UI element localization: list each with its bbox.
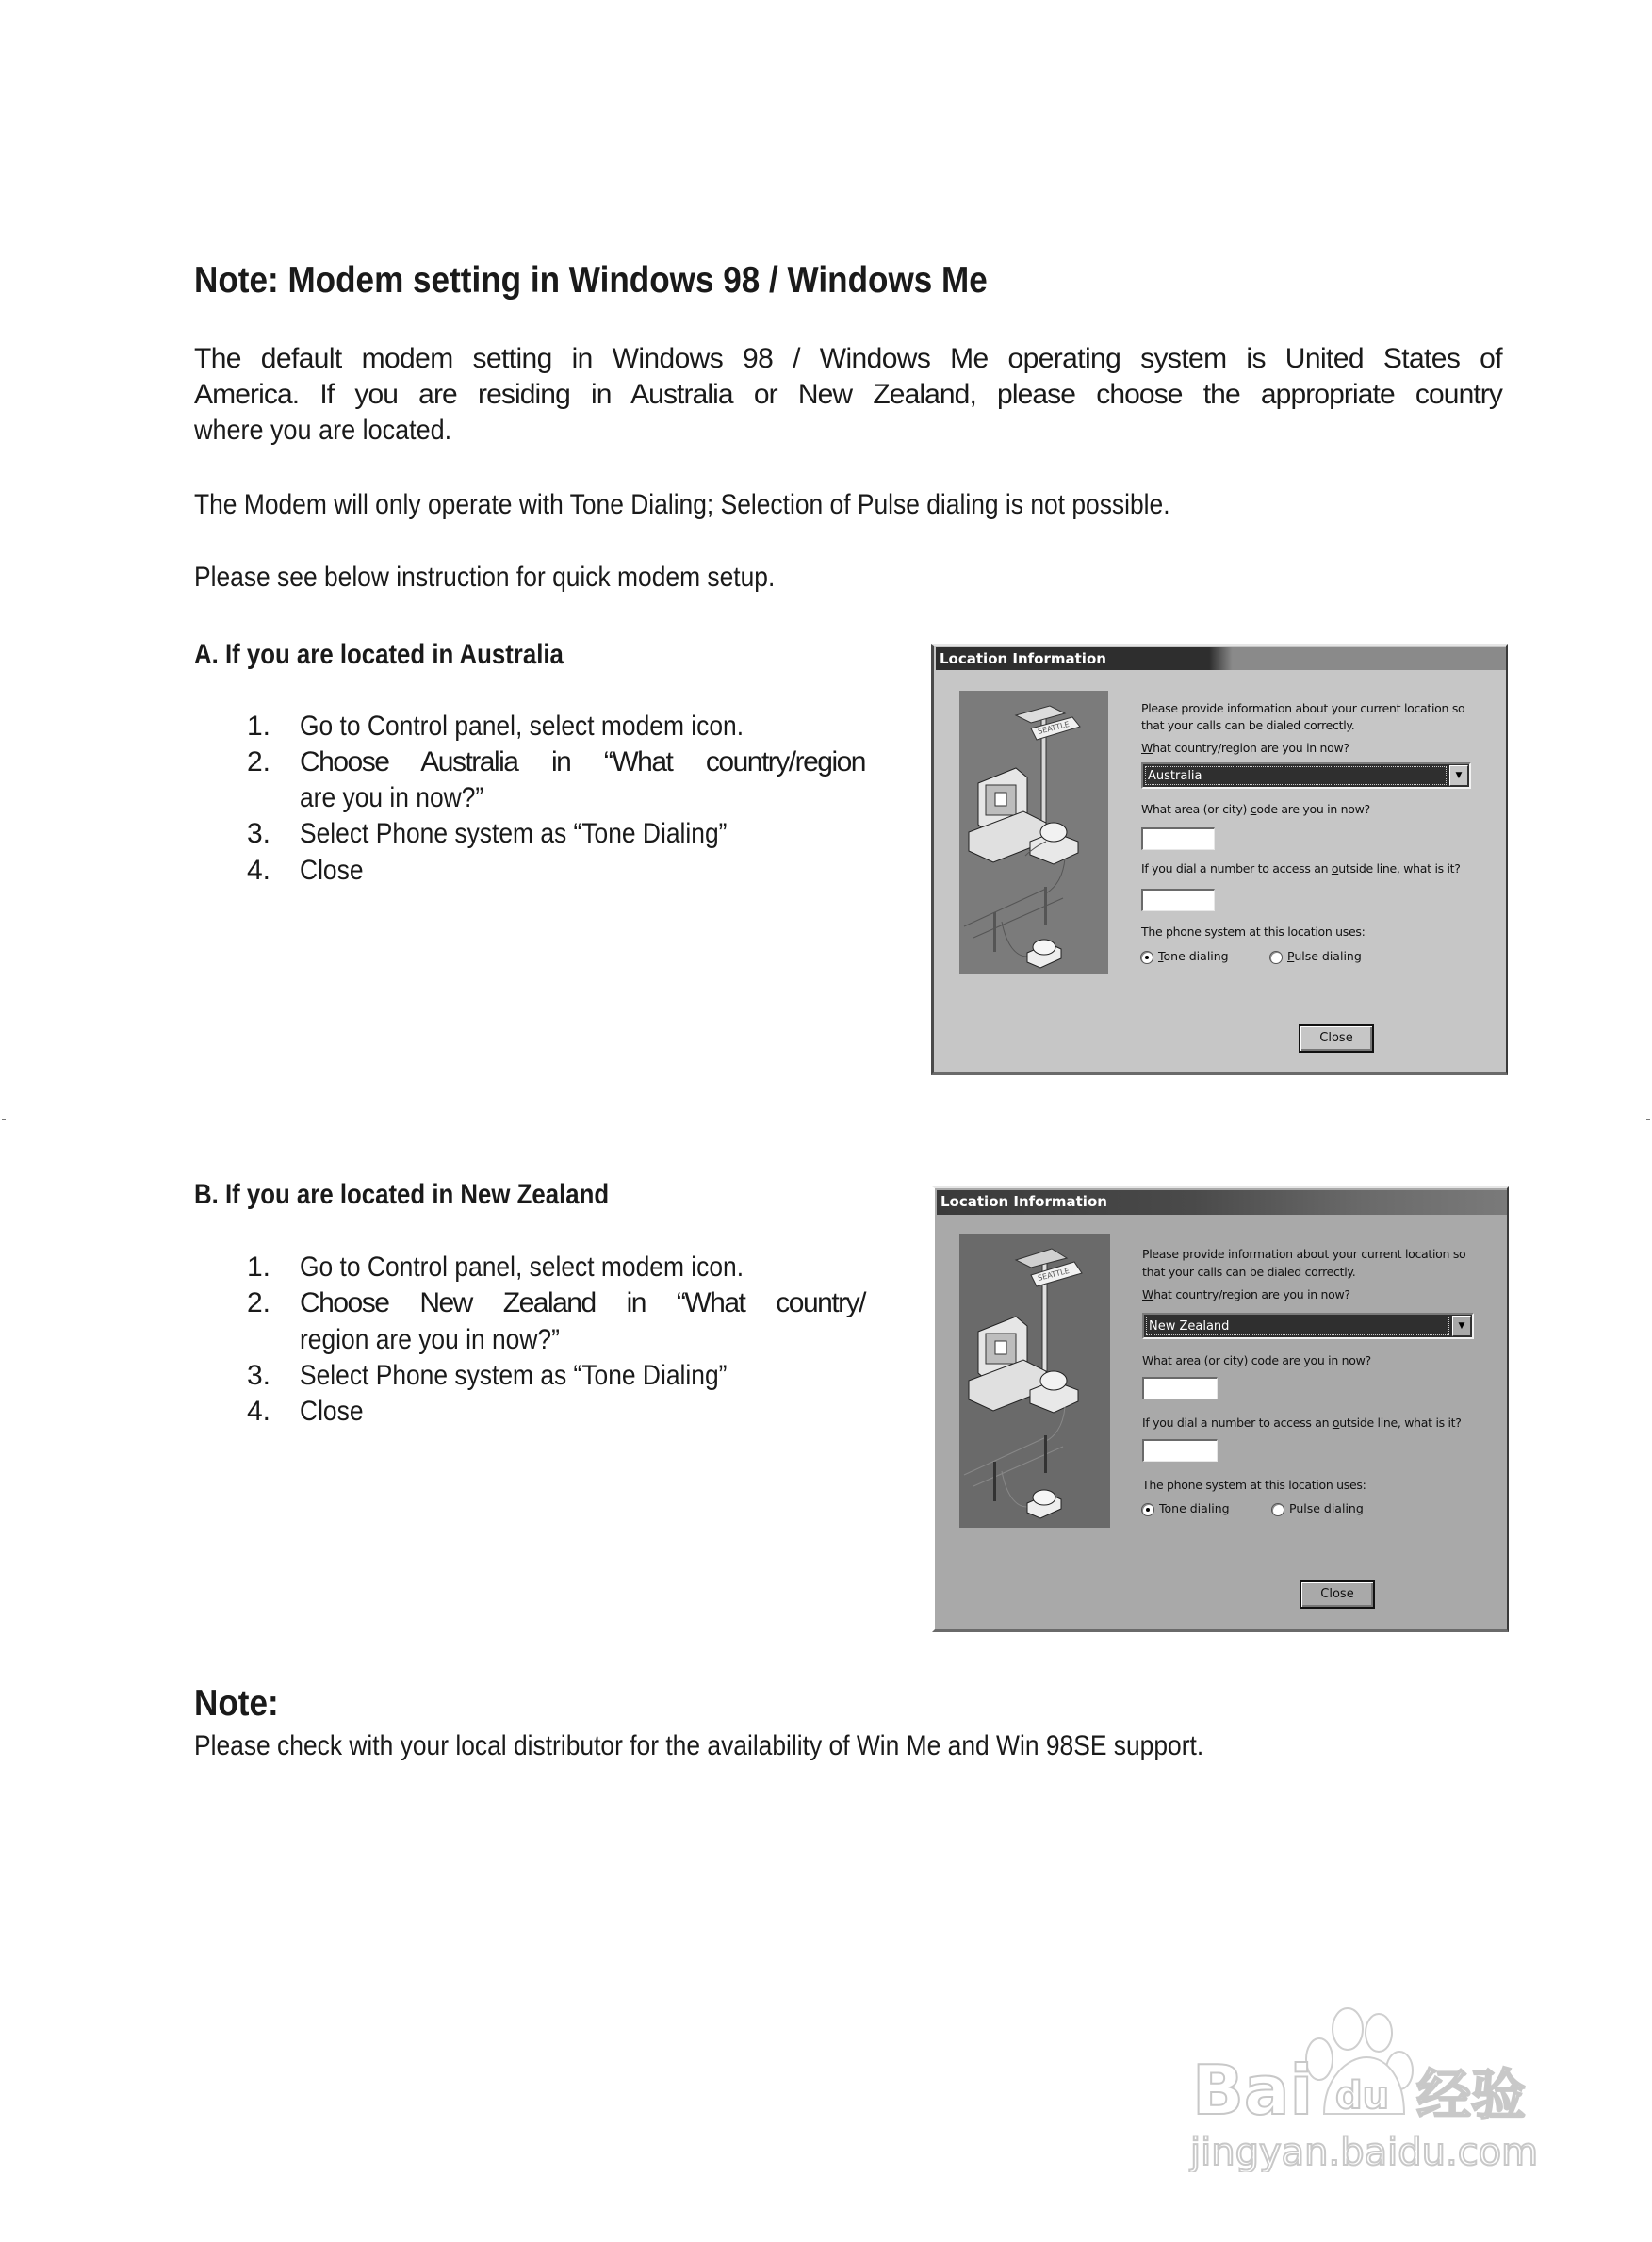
area-code-label-pre: What area (or city) [1141, 802, 1251, 816]
see-below-note-text: Please see below instruction for quick modem setup. [194, 562, 776, 593]
dialog-intro-line-2: that your calls can be dialed correctly. [1141, 718, 1355, 732]
step-text-line: Close [300, 1396, 364, 1427]
chevron-down-icon[interactable]: ▼ [1452, 1316, 1471, 1336]
location-illustration [959, 691, 1108, 974]
seattle-sign-text: SEATTLE [1037, 719, 1071, 736]
pulse-dialing-accel: P [1287, 949, 1295, 963]
phone-system-label: The phone system at this location uses: [1141, 925, 1366, 939]
country-label-accel: W [1142, 1287, 1154, 1301]
step-text-line: Close [300, 855, 364, 886]
dialog-intro-line-1: Please provide information about your current location so [1142, 1247, 1466, 1261]
tone-dialing-label[interactable] [1158, 949, 1229, 963]
outside-line-label [1142, 1416, 1462, 1430]
country-dropdown[interactable] [1141, 762, 1471, 789]
dialog-title: Location Information [940, 650, 1106, 667]
chevron-down-icon[interactable]: ▼ [1449, 765, 1468, 786]
dialog-title: Location Information [940, 1193, 1107, 1210]
close-button[interactable]: Close [1299, 1024, 1374, 1053]
step-text [300, 1358, 785, 1394]
dialog-intro-line-2: that your calls can be dialed correctly. [1142, 1265, 1356, 1279]
page-title-text: Note: Modem setting in Windows 98 / Windows Me [194, 260, 988, 301]
area-code-label-accel: c [1251, 1353, 1258, 1367]
baidu-paw-logo-icon [1173, 2003, 1550, 2172]
intro-line-3-text: where you are located. [194, 415, 452, 446]
outside-line-label [1141, 861, 1461, 876]
outside-line-input[interactable] [1142, 1439, 1218, 1462]
step-number: 3. [247, 818, 271, 849]
baidu-jingyan-watermark [1173, 2003, 1550, 2172]
step-text-line: Select Phone system as “Tone Dialing” [300, 1360, 728, 1391]
dialog-intro-line-1: Please provide information about your current location so [1141, 701, 1465, 715]
intro-line-1 [194, 341, 1502, 377]
intro-line-3 [194, 413, 481, 449]
crop-mark-left [2, 1119, 6, 1120]
step-number: 2. [247, 1287, 271, 1318]
watermark-brand-cn: 经验 [1416, 2063, 1527, 2127]
close-button[interactable]: Close [1300, 1580, 1375, 1609]
country-label-rest: hat country/region are you in now? [1153, 1287, 1350, 1301]
country-dropdown[interactable] [1142, 1313, 1474, 1339]
watermark-brand-paw: du [1335, 2074, 1390, 2118]
step-number: 3. [247, 1360, 271, 1391]
country-label-rest: hat country/region are you in now? [1153, 741, 1349, 755]
pulse-dialing-radio[interactable] [1269, 951, 1283, 964]
tone-dialing-note-text: The Modem will only operate with Tone Dialing; Selection of Pulse dialing is not possible. [194, 489, 1170, 520]
step-text [300, 853, 372, 889]
tone-dialing-label[interactable] [1159, 1501, 1230, 1515]
step-number: 2. [247, 746, 271, 777]
phone-system-label: The phone system at this location uses: [1142, 1478, 1366, 1492]
seattle-sign-text: SEATTLE [1037, 1266, 1071, 1283]
area-code-input[interactable] [1141, 827, 1215, 850]
area-code-label [1141, 802, 1370, 816]
step-text-continued [300, 780, 509, 816]
section-a-heading [194, 637, 624, 673]
tone-dialing-accel: T [1159, 1501, 1165, 1515]
watermark-brand: Bai [1192, 2051, 1314, 2130]
step-text-line: are you in now?” [300, 782, 484, 813]
step-text-line: region are you in now?” [300, 1324, 560, 1355]
country-dropdown-value: Australia [1145, 766, 1447, 785]
section-b-heading-text: B. If you are located in New Zealand [194, 1179, 610, 1210]
tone-dialing-note [194, 487, 1303, 523]
location-illustration [959, 1234, 1110, 1528]
step-text [300, 816, 785, 852]
area-code-label-post: ode are you in now? [1257, 1353, 1371, 1367]
area-code-label-pre: What area (or city) [1142, 1353, 1251, 1367]
step-number: 1. [247, 711, 271, 742]
outside-line-input[interactable] [1141, 889, 1215, 911]
step-number: 1. [247, 1252, 271, 1283]
pulse-dialing-rest: ulse dialing [1294, 949, 1362, 963]
footer-note-heading-text: Note: [194, 1683, 279, 1724]
tone-dialing-radio[interactable] [1140, 951, 1153, 964]
pulse-dialing-rest: ulse dialing [1296, 1501, 1364, 1515]
footer-note-body: Please check with your local distributor for the availability of Win Me and Win 98SE support. [194, 1730, 1204, 1761]
dialog-title-bar[interactable] [937, 1190, 1507, 1215]
step-text-line: Choose New Zealand in “What country/ [300, 1287, 865, 1318]
dialog-title-bar[interactable] [936, 647, 1506, 670]
step-text-line: Select Phone system as “Tone Dialing” [300, 818, 728, 849]
area-code-label [1142, 1353, 1371, 1367]
tone-dialing-accel: T [1158, 949, 1164, 963]
pulse-dialing-radio[interactable] [1271, 1503, 1284, 1516]
intro-line-1-text: The default modem setting in Windows 98 / Windows Me operating system is United States of [194, 343, 1502, 374]
step-number: 4. [247, 855, 271, 886]
country-label-accel: W [1141, 741, 1153, 755]
section-a-heading-text: A. If you are located in Australia [194, 639, 564, 670]
footer-note-text [194, 1728, 1341, 1764]
step-text [300, 1394, 372, 1430]
intro-line-2 [194, 377, 1502, 413]
tone-dialing-rest: one dialing [1164, 1501, 1230, 1515]
outside-line-label-accel: o [1332, 1416, 1340, 1430]
outside-line-label-post: utside line, what is it? [1339, 1416, 1462, 1430]
computer-telephone-signpost-icon [959, 691, 1108, 974]
area-code-input[interactable] [1142, 1377, 1218, 1399]
outside-line-label-accel: o [1331, 861, 1339, 876]
step-text-line: Choose Australia in “What country/region [300, 746, 865, 777]
tone-dialing-rest: one dialing [1163, 949, 1229, 963]
pulse-dialing-label[interactable] [1287, 949, 1362, 963]
outside-line-label-post: utside line, what is it? [1338, 861, 1461, 876]
country-label [1142, 1287, 1350, 1301]
watermark-url: jingyan.baidu.com [1190, 2131, 1539, 2172]
step-text-continued [300, 1322, 596, 1358]
computer-telephone-signpost-icon [959, 1234, 1110, 1528]
tone-dialing-radio[interactable] [1141, 1503, 1154, 1516]
outside-line-label-pre: If you dial a number to access an [1141, 861, 1332, 876]
location-information-dialog-new-zealand [932, 1186, 1509, 1632]
step-text-line: Go to Control panel, select modem icon. [300, 1252, 744, 1283]
see-below-note [194, 560, 854, 596]
crop-mark-right [1646, 1119, 1650, 1120]
outside-line-label-pre: If you dial a number to access an [1142, 1416, 1333, 1430]
step-text [300, 1250, 804, 1285]
country-dropdown-value: New Zealand [1146, 1317, 1449, 1335]
area-code-label-post: ode are you in now? [1256, 802, 1370, 816]
intro-line-2-text: America. If you are residing in Australia or New Zealand, please choose the appropriate country [194, 379, 1502, 410]
area-code-label-accel: c [1250, 802, 1257, 816]
pulse-dialing-accel: P [1289, 1501, 1297, 1515]
footer-note-heading [194, 1683, 288, 1725]
step-text [300, 745, 865, 780]
country-label [1141, 741, 1349, 755]
step-number: 4. [247, 1396, 271, 1427]
step-text [300, 1285, 865, 1321]
page-title [194, 260, 1075, 302]
step-text [300, 709, 804, 745]
pulse-dialing-label[interactable] [1289, 1501, 1364, 1515]
section-b-heading [194, 1177, 677, 1213]
location-information-dialog-australia [931, 644, 1508, 1075]
step-text-line: Go to Control panel, select modem icon. [300, 711, 744, 742]
